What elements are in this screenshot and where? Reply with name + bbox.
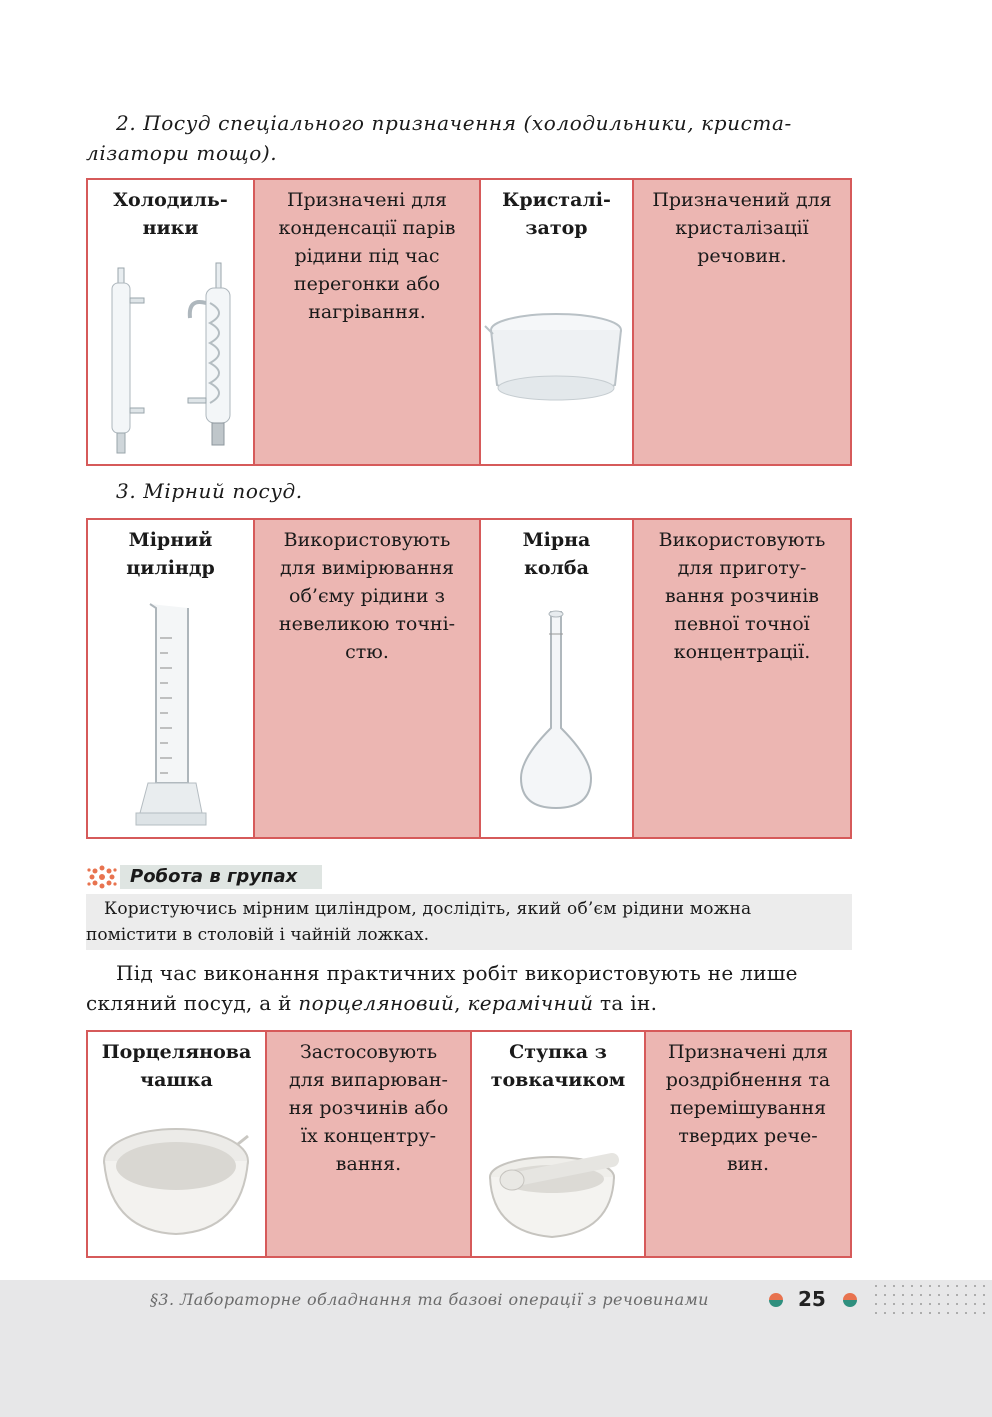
crystallizer-cell	[479, 180, 632, 464]
mortar-pestle-image	[472, 1132, 644, 1247]
volumetric-flask-cell	[479, 520, 632, 837]
page-footer	[0, 1280, 992, 1417]
desc-line: рідини під час	[294, 245, 440, 267]
desc-line: Призначені для	[667, 1041, 829, 1063]
mortar-pestle-cell	[470, 1032, 644, 1256]
desc-line: Використовують	[283, 529, 451, 551]
desc-line: ня розчинів або	[288, 1097, 449, 1119]
group-work-block	[86, 862, 852, 950]
molecule-icon	[86, 862, 118, 892]
group-work-title: Робота в групах	[120, 865, 322, 889]
desc-line: Застосовують	[299, 1041, 438, 1063]
cylinder-label-line2: циліндр	[126, 557, 215, 579]
measuring-glassware-table	[86, 518, 852, 839]
paragraph-line2	[86, 988, 852, 1018]
desc-line: речовин.	[697, 245, 787, 267]
desc-line: вання розчинів	[664, 585, 819, 607]
desc-line: об’єму рідини з	[289, 585, 445, 607]
desc-line: нагрівання.	[308, 301, 426, 323]
desc-line: перемішування	[669, 1097, 827, 1119]
crystallizer-image	[481, 300, 632, 420]
desc-line: вин.	[726, 1153, 770, 1175]
porcelain-ware-table	[86, 1030, 852, 1258]
flask-label-line1: Мірна	[522, 529, 591, 551]
condensers-label-line1: Холодиль-	[113, 189, 228, 211]
desc-line: концентрації.	[673, 641, 811, 663]
special-glassware-table	[86, 178, 852, 466]
group-work-task	[86, 894, 852, 950]
condensers-image	[88, 258, 253, 458]
section-2-heading	[86, 108, 852, 168]
cylinder-description	[253, 520, 479, 837]
section-2-heading-line2: лізатори тощо).	[86, 141, 278, 165]
desc-line: кристалізації	[675, 217, 809, 239]
paragraph-line1: Під час виконання практичних робіт використовують не лише	[116, 961, 798, 985]
page-number: 25	[798, 1287, 826, 1311]
paragraph-text: скляний посуд, а й	[86, 991, 299, 1015]
dish-label-line2: чашка	[140, 1069, 213, 1091]
desc-line: для вимірювання	[279, 557, 455, 579]
condensers-description	[253, 180, 479, 464]
desc-line: для випарюван-	[289, 1069, 448, 1091]
ceramic-term: керамічний	[467, 991, 594, 1015]
desc-line: перегонки або	[293, 273, 441, 295]
paragraph-text: ,	[454, 991, 468, 1015]
desc-line: твердих рече-	[678, 1125, 818, 1147]
page-dot-right-icon	[842, 1292, 858, 1308]
desc-line: вання.	[335, 1153, 402, 1175]
cylinder-label-line1: Мірний	[128, 529, 213, 551]
desc-line: Використовують	[658, 529, 826, 551]
dot-grid-decoration	[874, 1284, 992, 1318]
crystallizer-description	[632, 180, 850, 464]
flask-label-line2: колба	[524, 557, 589, 579]
porcelain-dish-cell	[88, 1032, 265, 1256]
section-3-heading: 3. Мірний посуд.	[116, 479, 303, 503]
desc-line: роздрібнення та	[665, 1069, 831, 1091]
desc-line: стю.	[345, 641, 389, 663]
mortar-description	[644, 1032, 850, 1256]
group-task-line1: Користуючись мірним циліндром, дослідіть, який об’єм рідини можна	[104, 899, 752, 919]
volumetric-flask-image	[481, 608, 632, 818]
desc-line: невеликою точні-	[278, 613, 456, 635]
flask-description	[632, 520, 850, 837]
footer-section-title: §3. Лабораторне обладнання та базові операції з речовинами	[150, 1290, 709, 1309]
porcelain-term: порцеляновий	[298, 991, 455, 1015]
crystallizer-label-line1: Кристалі-	[502, 189, 611, 211]
desc-line: Призначений для	[652, 189, 832, 211]
dish-label-line1: Порцелянова	[101, 1041, 252, 1063]
crystallizer-label-line2: затор	[525, 217, 588, 239]
dish-description	[265, 1032, 470, 1256]
desc-line: їх концентру-	[300, 1125, 437, 1147]
desc-line: Призначені для	[286, 189, 448, 211]
desc-line: конденсації парів	[278, 217, 456, 239]
condensers-label-line2: ники	[142, 217, 199, 239]
desc-line: певної точної	[674, 613, 810, 635]
paragraph-text: та ін.	[593, 991, 658, 1015]
graduated-cylinder-image	[88, 598, 253, 833]
mortar-label-line2: товкачиком	[490, 1069, 626, 1091]
group-task-line2: помістити в столовій і чайній ложках.	[86, 925, 430, 945]
section-2-heading-line1: 2. Посуд спеціального призначення (холодильники, криста-	[116, 111, 792, 135]
porcelain-dish-image	[88, 1116, 265, 1246]
body-paragraph	[86, 958, 852, 1018]
condensers-cell	[88, 180, 253, 464]
desc-line: для приготу-	[677, 557, 807, 579]
mortar-label-line1: Ступка з	[509, 1041, 607, 1063]
graduated-cylinder-cell	[88, 520, 253, 837]
page-dot-left-icon	[768, 1292, 784, 1308]
